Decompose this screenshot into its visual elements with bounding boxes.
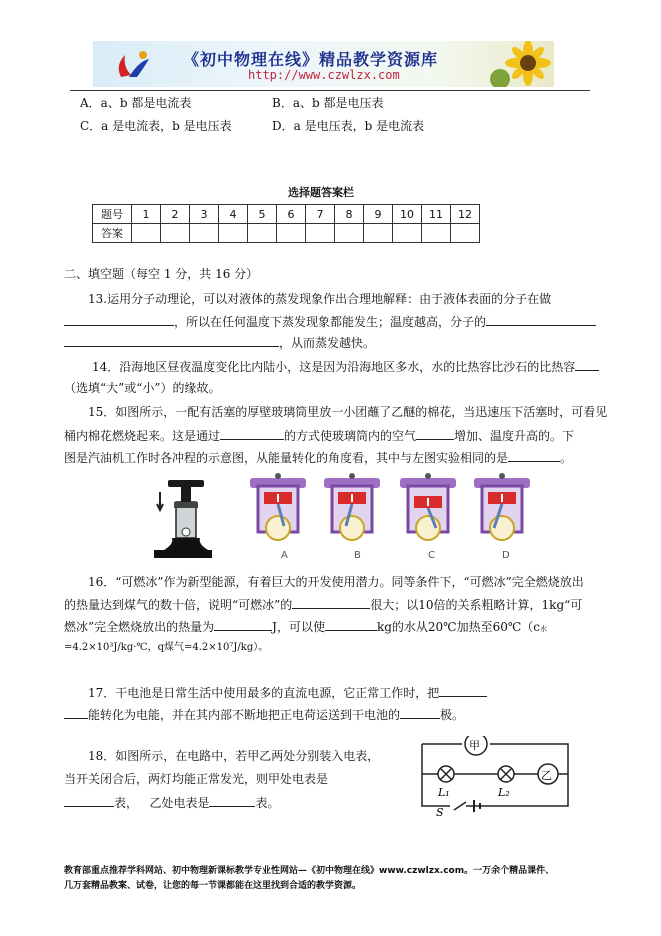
q17-blank3[interactable] — [400, 706, 440, 719]
answer-cell[interactable] — [219, 224, 248, 243]
q13-line2-text: ，所以在任何温度下蒸发现象都能发生；温度越高，分子的 — [174, 315, 487, 329]
q13-line1: 13.运用分子动理论，可以对液体的蒸发现象作出合理地解释：由于液体表面的分子在做 — [88, 292, 552, 306]
header-rule — [70, 90, 590, 91]
q14-blank[interactable] — [575, 358, 599, 371]
circuit-label-l2: L₂ — [498, 786, 510, 799]
q15-line2a: 桶内棉花燃烧起来。这是通过 — [64, 429, 221, 443]
q16-line2a: 的热量达到煤气的数十倍，说明“可燃冰”的 — [64, 598, 293, 612]
engine-stroke-d — [474, 473, 530, 540]
q17-line2 — [64, 706, 464, 723]
q15-blank2[interactable] — [416, 427, 454, 440]
q13-blank3[interactable] — [64, 334, 279, 347]
q17-blank1[interactable] — [439, 684, 487, 697]
q15-line3b: 。 — [560, 451, 573, 465]
answer-cell[interactable] — [335, 224, 364, 243]
q13-blank2[interactable] — [486, 313, 596, 326]
engine-stroke-c — [400, 473, 456, 540]
answer-cell[interactable] — [422, 224, 451, 243]
table-cell: 7 — [306, 205, 335, 224]
table-cell: 11 — [422, 205, 451, 224]
site-logo-icon — [113, 47, 153, 83]
page-footer — [64, 864, 604, 894]
answer-cell[interactable] — [248, 224, 277, 243]
q13-line3 — [64, 334, 375, 351]
table-cell: 4 — [219, 205, 248, 224]
q16-line3a: 燃冰”完全燃烧放出的热量为 — [64, 620, 215, 634]
table-cell: 1 — [132, 205, 161, 224]
q16-line1: 16．“可燃冰”作为新型能源，有着巨大的开发使用潜力。同等条件下，“可燃冰”完全燃烧放出 — [88, 575, 584, 589]
q17-line2a: 能转化为电能，并在其内部不断地把正电荷运送到干电池的 — [88, 708, 401, 722]
header-banner — [93, 41, 554, 87]
table-row — [93, 224, 480, 243]
q18-blank2[interactable] — [209, 794, 255, 807]
q18-blank1[interactable] — [64, 794, 114, 807]
q16-line2b: 很大；以10倍的关系粗略计算，1kg“可 — [370, 598, 583, 612]
table-cell: 3 — [190, 205, 219, 224]
answer-cell[interactable] — [277, 224, 306, 243]
answer-table-title: 选择题答案栏 — [288, 186, 354, 199]
option-b: B．a、b 都是电压表 — [272, 96, 384, 110]
q18-line3 — [64, 794, 280, 811]
q17-line2b: 极。 — [440, 708, 465, 722]
engine-stroke-b — [324, 473, 380, 540]
circuit-label-l1: L₁ — [438, 786, 450, 799]
answer-table — [92, 204, 480, 243]
footer-line2: 几万套精品教案、试卷，让您的每一节课都能在这里找到合适的教学资源。 — [64, 881, 362, 891]
circuit-label-jia: 甲 — [469, 739, 480, 752]
table-cell: 5 — [248, 205, 277, 224]
banner-title: 《初中物理在线》精品教学资源库 — [183, 50, 439, 69]
answer-cell[interactable] — [132, 224, 161, 243]
answer-cell[interactable] — [364, 224, 393, 243]
q15-line3 — [64, 449, 572, 466]
q16-line4: =4.2×10³J/kg·℃，q煤气=4.2×10⁷J/kg）。 — [64, 642, 269, 653]
answer-cell[interactable] — [451, 224, 480, 243]
option-d: D．a 是电压表，b 是电流表 — [272, 119, 425, 133]
q17-line1 — [88, 684, 487, 701]
answer-cell[interactable] — [161, 224, 190, 243]
engine-label-a: A — [281, 550, 288, 561]
section-heading: 二、填空题（每空 1 分，共 16 分） — [64, 267, 259, 281]
q15-line3a: 图是汽油机工作时各冲程的示意图，从能量转化的角度看，其中与左图实验相同的是 — [64, 451, 509, 465]
q13-blank1[interactable] — [64, 313, 174, 326]
q15-line1: 15．如图所示，一配有活塞的厚壁玻璃筒里放一小团蘸了乙醚的棉花，当迅速压下活塞时，可看见 — [88, 405, 608, 419]
circuit-label-yi: 乙 — [541, 769, 552, 782]
q16-blank2[interactable] — [214, 618, 272, 631]
row-label-number: 题号 — [93, 205, 132, 224]
option-a: A．a、b 都是电流表 — [80, 96, 192, 110]
sunflower-icon — [488, 41, 554, 87]
banner-url[interactable]: http://www.czwlzx.com — [248, 68, 400, 82]
answer-cell[interactable] — [190, 224, 219, 243]
table-cell: 2 — [161, 205, 190, 224]
q15-line2c: 增加、温度升高的。下 — [454, 429, 575, 443]
answer-cell[interactable] — [393, 224, 422, 243]
glass-cylinder-apparatus-figure — [150, 474, 212, 560]
q13-line2 — [64, 313, 596, 330]
q14-line1 — [92, 358, 599, 375]
q15-line2 — [64, 427, 574, 444]
q16-blank3[interactable] — [325, 618, 377, 631]
q18-line3b: 乙处电表是 — [149, 796, 210, 810]
q18-line2: 当开关闭合后，两灯均能正常发光，则甲处电表是 — [64, 772, 329, 786]
table-row — [93, 205, 480, 224]
engine-label-d: D — [502, 550, 510, 561]
q16-blank1[interactable] — [292, 596, 370, 609]
table-cell: 12 — [451, 205, 480, 224]
table-cell: 8 — [335, 205, 364, 224]
q16-line3d: 水 — [540, 625, 548, 633]
answer-cell[interactable] — [306, 224, 335, 243]
engine-stroke-a — [250, 473, 306, 540]
q18-line3a: 表， — [114, 796, 139, 810]
q14-line1-text: 14．沿海地区昼夜温度变化比内陆小，这是因为沿海地区多水，水的比热容比沙石的比热容 — [92, 360, 576, 374]
q18-line1: 18．如图所示，在电路中，若甲乙两处分别装入电表， — [88, 749, 380, 763]
engine-strokes-figure — [244, 470, 534, 564]
q16-line3b: J，可以使 — [272, 620, 325, 634]
footer-line1: 教育部重点推荐学科网站、初中物理新课标教学专业性网站—《初中物理在线》www.czwlzx.com。一万余个精品课件、 — [64, 866, 555, 876]
option-c: C．a 是电流表，b 是电压表 — [80, 119, 232, 133]
q15-blank3[interactable] — [508, 449, 560, 462]
engine-label-b: B — [354, 550, 361, 561]
q14-line2: （选填“大”或“小”）的缘故。 — [64, 381, 221, 395]
engine-label-c: C — [428, 550, 435, 561]
table-cell: 10 — [393, 205, 422, 224]
circuit-label-s: S — [436, 806, 444, 819]
circuit-diagram — [406, 736, 578, 822]
table-cell: 9 — [364, 205, 393, 224]
q15-line2b: 的方式使玻璃筒内的空气 — [284, 429, 417, 443]
q17-line1-text: 17．干电池是日常生活中使用最多的直流电源，它正常工作时，把 — [88, 686, 440, 700]
q18-line3c: 表。 — [255, 796, 280, 810]
table-cell: 6 — [277, 205, 306, 224]
row-label-answer: 答案 — [93, 224, 132, 243]
q15-blank1[interactable] — [220, 427, 284, 440]
q16-line3c: kg的水从20℃加热至60℃（c — [376, 620, 541, 634]
q16-line3 — [64, 618, 547, 637]
q17-blank2[interactable] — [64, 706, 88, 719]
q16-line2 — [64, 596, 582, 613]
q13-line3-text: ，从而蒸发越快。 — [279, 336, 376, 350]
